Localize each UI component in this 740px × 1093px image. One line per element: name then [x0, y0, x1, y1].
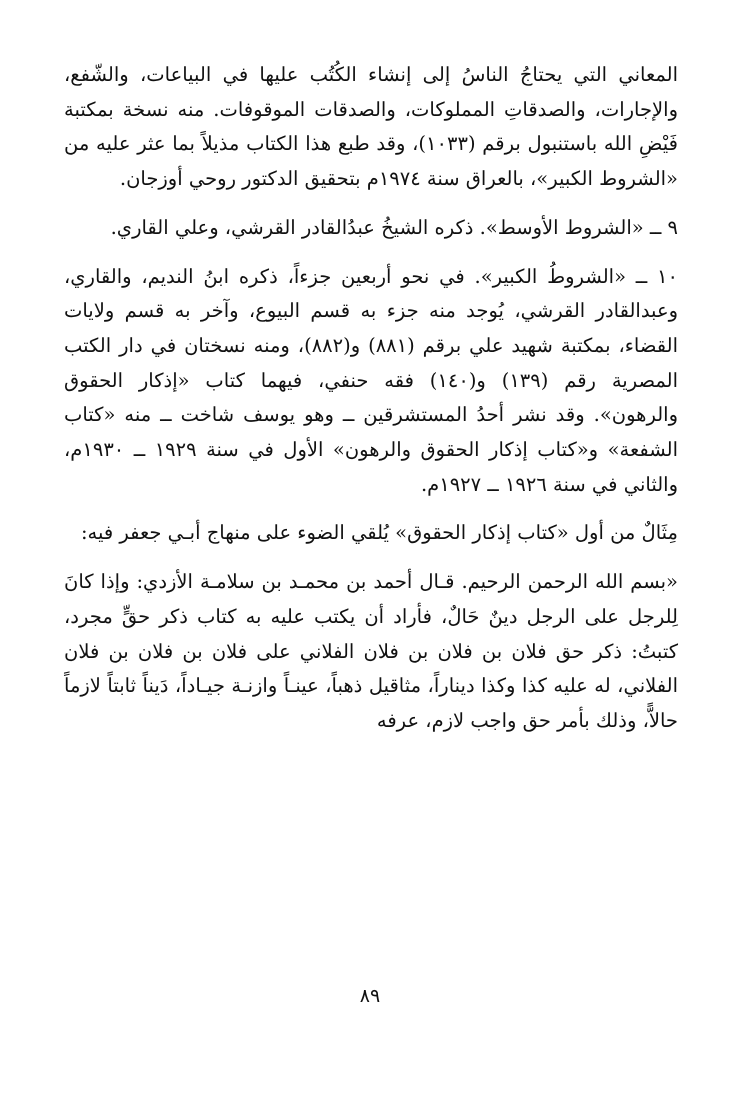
- paragraph-gap: [64, 246, 678, 260]
- paragraph-example-intro: مِثَالٌ من أول «كتاب إذكار الحقوق» يُلقي الضوء على منهاج أبـي جعفر فيه:: [80, 521, 678, 545]
- paragraph-item-10-shurut-kabir: ١٠ ــ «الشروطُ الكبير». في نحو أربعين جزءاً، ذكره ابنُ النديم، والقاري، وعبدالقادر القرشي، يُوجد منه جزء به قسم البيوع، وآخر به قسم ولايات القضاء، بمكتبة شهيد علي برقم (٨٨١) و(٨٨٢)، ومنه نسختان في دار الكتب المصرية رقم (١٣٩) و(١٤٠) فقه حنفي، فيهما كتاب «إذكار الحقوق والرهون». وقد نشر أحدُ المستشرقين ــ وهو يوسف شاخت ــ منه «كتاب الشفعة» و«كتاب إذكار الحقوق والرهون» الأول في سنة ١٩٢٩ ــ ١٩٣٠م، والثاني في سنة ١٩٢٦ ــ ١٩٢٧م.: [64, 264, 679, 496]
- paragraph-gap: [64, 551, 678, 565]
- paragraph-quoted-example: «بسم الله الرحمن الرحيم. قـال أحمد بن محمـد بن سلامـة الأزدي: وإذا كانَ لِلرجل على الرجل دينٌ حَالٌ، فأراد أن يكتب عليه به كتاب ذكر حقٍّ مجرد، كتبتُ: ذكر حق فلان بن فلان بن فلان الفلاني على فلان بن فلان بن فلان الفلاني، له عليه كذا وكذا ديناراً، مثاقيل ذهباً، عينـاً وازنـة جيـاداً، دَيناً ثابتاً لازماً حالاًّ، وذلك بأمر حق واجب لازم، عرفه: [64, 570, 678, 732]
- paragraph-gap: [64, 502, 678, 516]
- paragraph-item-9-shurut-awsat: ٩ ــ «الشروط الأوسط». ذكره الشيخُ عبدُالقادر القرشي، وعلي القاري.: [110, 215, 678, 239]
- page-number: ٨٩: [359, 985, 381, 1007]
- body-text: [64, 58, 678, 739]
- paragraph-shurut-saghir-description: المعاني التي يحتاجُ الناسُ إلى إنشاء الكُتُب عليها في البياعات، والشّفع، والإجارات، والصدقاتِ المملوكات، والصدقات الموقوفات. منه نسخة بمكتبة فَيْضِ الله باستنبول برقم (١٠٣٣)، وقد طبع هذا الكتاب مذيلاً بما عثر عليه من «الشروط الكبير»، بالعراق سنة ١٩٧٤م بتحقيق الدكتور روحي أوزجان.: [64, 63, 678, 191]
- paragraph-gap: [64, 197, 678, 211]
